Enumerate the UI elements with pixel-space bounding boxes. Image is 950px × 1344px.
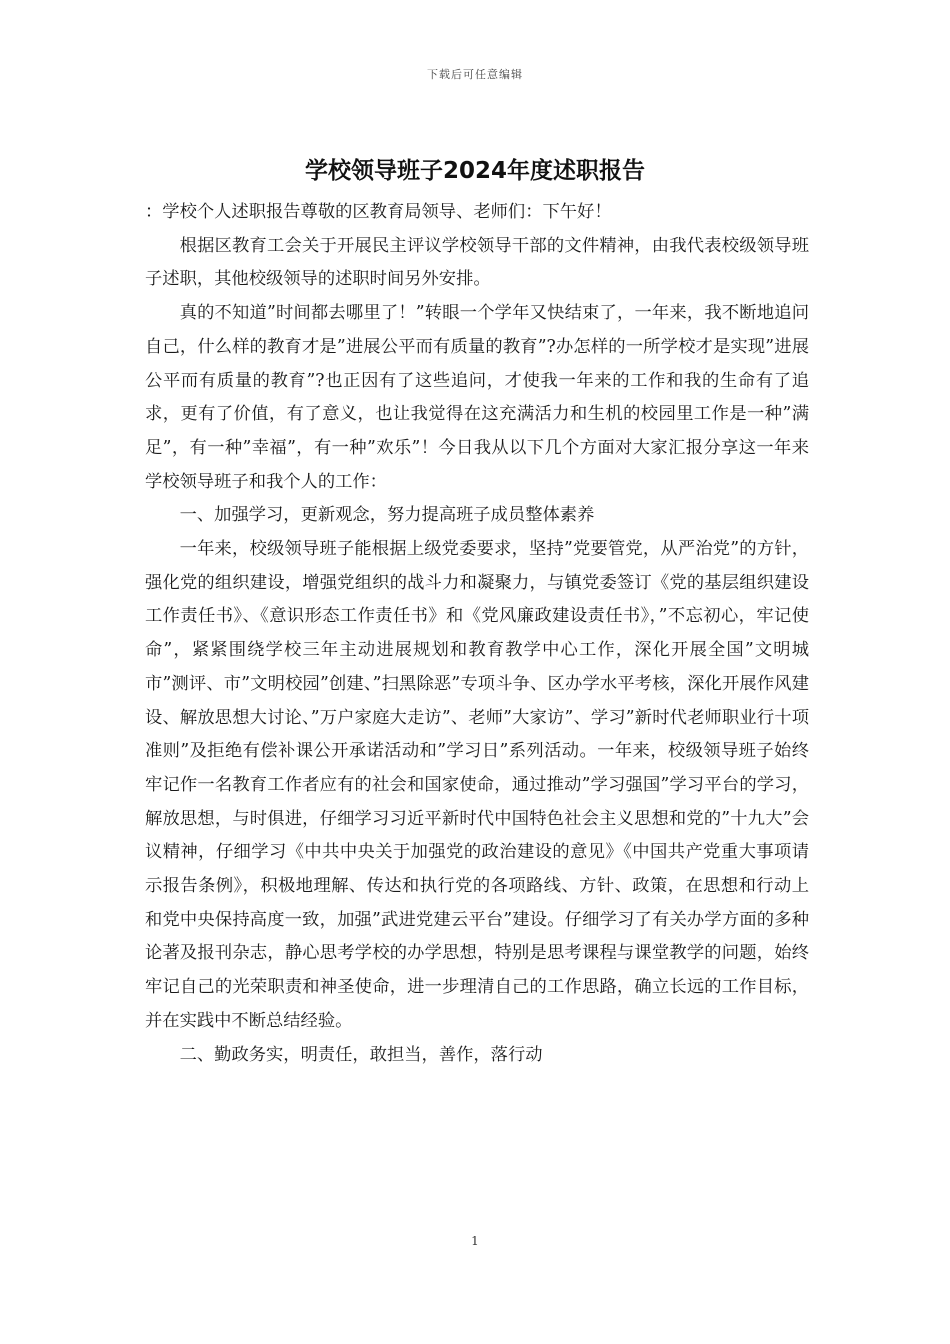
- paragraph-intro: 根据区教育工会关于开展民主评议学校领导干部的文件精神，由我代表校级领导班子述职，其他校级领导的述职时间另外安排。: [145, 235, 809, 290]
- header-note: 下载后可任意编辑: [427, 68, 523, 81]
- paragraph-section-1: 一年来，校级领导班子能根据上级党委要求，坚持”党要管党，从严治党”的方针，强化党的组织建设，增强党组织的战斗力和凝聚力，与镇党委签订《党的基层组织建设工作责任书》、《意识形态工作责任书》和《党风廉政建设责任书》，”不忘初心，牢记使命”，紧紧围绕学校三年主动进展规划和教育教学中心工作，深化开展全国”文明城市”测评、市”文明校园”创建、”扫黑除恶”专项斗争、区办学水平考核，深化开展作风建设、解放思想大讨论、”万户家庭大走访”、老师”大家访”、学习”新时代老师职业行十项准则”及拒绝有偿补课公开承诺活动和”学习日”系列活动。一年来，校级领导班子始终牢记作一名教育工作者应有的社会和国家使命，通过推动”学习强国”学习平台的学习，解放思想，与时俱进，仔细学习习近平新时代中国特色社会主义思想和党的”十九大”会议精神，仔细学习《中共中央关于加强党的政治建设的意见》《中国共产党重大事项请示报告条例》，积极地理解、传达和执行党的各项路线、方针、政策，在思想和行动上和党中央保持高度一致，加强”武进党建云平台”建设。仔细学习了有关办学方面的多种论著及报刊杂志，静心思考学校的办学思想，特别是思考课程与课堂教学的问题，始终牢记自己的光荣职责和神圣使命，进一步理清自己的工作思路，确立长远的工作目标，并在实践中不断总结经验。: [145, 539, 809, 1031]
- section-heading-1: 一、加强学习，更新观念，努力提高班子成员整体素养: [179, 505, 595, 526]
- paragraph-greeting: ：学校个人述职报告尊敬的区教育局领导、老师们：下午好！: [145, 202, 612, 222]
- page-number: 1: [471, 1234, 479, 1248]
- section-heading-2: 二、勤政务实，明责任，敢担当，善作，落行动: [179, 1044, 543, 1065]
- paragraph-reflection: 真的不知道”时间都去哪里了！”转眼一个学年又快结束了，一年来，我不断地追问自己，什么样的教育才是”进展公平而有质量的教育”?办怎样的一所学校才是实现”进展公平而有质量的教育”?也正因有了这些追问，才使我一年来的工作和我的生命有了追求，更有了价值，有了意义，也让我觉得在这充满活力和生机的校园里工作是一种”满足”，有一种”幸福”，有一种”欢乐”！今日我从以下几个方面对大家汇报分享这一年来学校领导班子和我个人的工作：: [145, 303, 809, 492]
- document-body: [145, 196, 809, 1072]
- document-title: 学校领导班子2024年度述职报告: [304, 158, 645, 184]
